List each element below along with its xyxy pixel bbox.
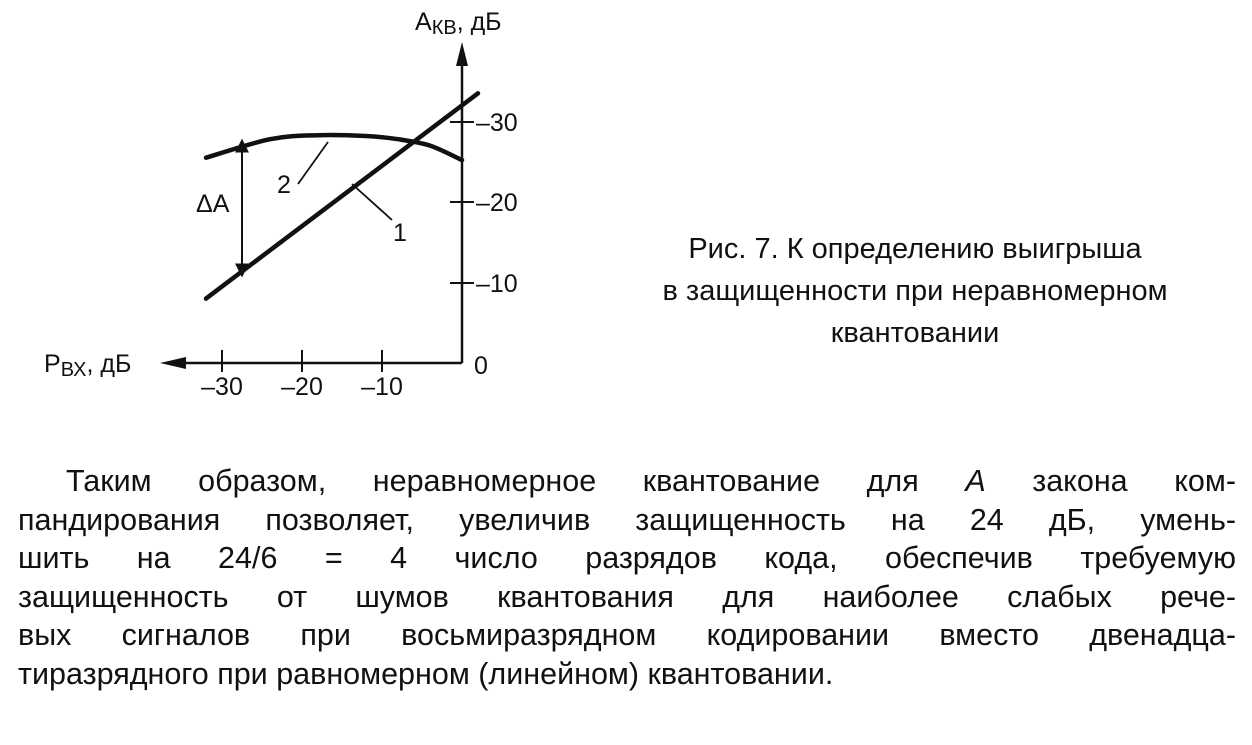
series-2-curve bbox=[206, 135, 462, 160]
y-tick-label-20: –20 bbox=[476, 189, 518, 217]
curve-2-label: 2 bbox=[277, 171, 291, 199]
x-axis-label: PВХ, дБ bbox=[44, 350, 132, 381]
caption-line: Рис. 7. К определению выигрыша bbox=[688, 233, 1142, 265]
x-tick-label-30: –30 bbox=[201, 373, 243, 401]
x-tick-label-20: –20 bbox=[281, 373, 323, 401]
caption-line: квантовании bbox=[830, 317, 1000, 349]
x-ticks bbox=[222, 350, 382, 372]
origin-label: 0 bbox=[474, 352, 488, 380]
paragraph-line: Таким образом, неравномерное квантование для A закона ком- bbox=[66, 464, 1236, 498]
y-tick-label-30: –30 bbox=[476, 109, 518, 137]
series-1-line bbox=[206, 93, 478, 298]
curve-1-label: 1 bbox=[393, 219, 407, 247]
paragraph-line: пандирования позволяет, увеличив защищенность на 24 дБ, умень- bbox=[18, 502, 1236, 537]
paragraph-line: защищенность от шумов квантования для наиболее слабых рече- bbox=[18, 579, 1236, 614]
y-tick-label-10: –10 bbox=[476, 270, 518, 298]
curve-1-leader bbox=[352, 184, 392, 220]
figure bbox=[0, 0, 600, 420]
y-axis-arrow bbox=[456, 42, 468, 66]
delta-a-label: ΔA bbox=[196, 190, 230, 218]
law-letter: A bbox=[965, 464, 986, 498]
caption-line: в защищенности при неравномерном bbox=[662, 275, 1168, 307]
y-axis-label: AКВ, дБ bbox=[415, 8, 502, 39]
x-axis-arrow bbox=[160, 357, 186, 369]
paragraph-line: вых сигналов при восьмиразрядном кодировании вместо двенадца- bbox=[18, 618, 1236, 652]
paragraph-line: тиразрядного при равномерном (линейном) квантовании. bbox=[18, 656, 834, 691]
figure-caption bbox=[590, 228, 1240, 354]
paragraph-line: шить на 24/6 = 4 число разрядов кода, обеспечив требуемую bbox=[18, 541, 1236, 575]
curve-2-leader bbox=[298, 142, 328, 184]
x-tick-label-10: –10 bbox=[361, 373, 403, 401]
body-paragraph bbox=[18, 462, 1236, 693]
